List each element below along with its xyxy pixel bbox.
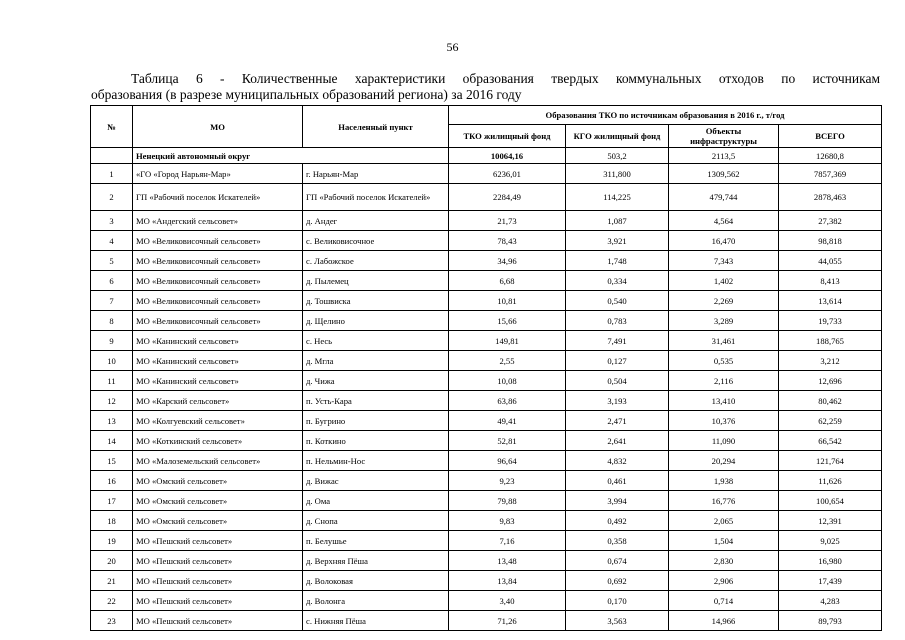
row-mo: МО «Пешский сельсовет» xyxy=(133,611,303,631)
table-row xyxy=(91,164,882,184)
row-kgo: 3,994 xyxy=(566,491,669,511)
row-mo: МО «Пешский сельсовет» xyxy=(133,591,303,611)
row-num: 21 xyxy=(91,571,133,591)
row-mo: МО «Великовисочный сельсовет» xyxy=(133,291,303,311)
row-settlement: д. Волонга xyxy=(303,591,449,611)
row-kgo: 2,641 xyxy=(566,431,669,451)
row-num: 22 xyxy=(91,591,133,611)
row-num: 8 xyxy=(91,311,133,331)
header-infra: Объекты инфраструктуры xyxy=(669,125,779,148)
row-settlement: д. Верхняя Пёша xyxy=(303,551,449,571)
row-settlement: с. Нижняя Пёша xyxy=(303,611,449,631)
row-housing: 13,48 xyxy=(449,551,566,571)
row-mo: ГП «Рабочий поселок Искателей» xyxy=(133,184,303,211)
table-row xyxy=(91,331,882,351)
row-num: 12 xyxy=(91,391,133,411)
row-settlement: д. Тошвиска xyxy=(303,291,449,311)
table-row xyxy=(91,431,882,451)
row-settlement: г. Нарьян-Мар xyxy=(303,164,449,184)
caption-line-1: Таблица 6 - Количественные характеристики образования твердых коммунальных отходов по источникам xyxy=(131,71,880,86)
row-infra: 0,714 xyxy=(669,591,779,611)
row-housing: 63,86 xyxy=(449,391,566,411)
row-mo: МО «Великовисочный сельсовет» xyxy=(133,231,303,251)
total-total: 12680,8 xyxy=(779,148,882,164)
total-infra: 2113,5 xyxy=(669,148,779,164)
row-mo: МО «Андегский сельсовет» xyxy=(133,211,303,231)
row-settlement: д. Андег xyxy=(303,211,449,231)
row-settlement: п. Белушье xyxy=(303,531,449,551)
row-infra: 20,294 xyxy=(669,451,779,471)
row-settlement: д. Щелино xyxy=(303,311,449,331)
row-infra: 16,776 xyxy=(669,491,779,511)
header-settlement: Населенный пункт xyxy=(303,106,449,148)
row-settlement: с. Несь xyxy=(303,331,449,351)
row-num: 15 xyxy=(91,451,133,471)
caption-line-2: образования (в разрезе муниципальных образований региона) за 2016 году xyxy=(91,87,522,102)
row-num: 23 xyxy=(91,611,133,631)
row-housing: 13,84 xyxy=(449,571,566,591)
row-settlement: п. Усть-Кара xyxy=(303,391,449,411)
row-housing: 149,81 xyxy=(449,331,566,351)
row-kgo: 0,170 xyxy=(566,591,669,611)
table-row xyxy=(91,271,882,291)
row-infra: 1,402 xyxy=(669,271,779,291)
table-row xyxy=(91,391,882,411)
row-kgo: 3,193 xyxy=(566,391,669,411)
row-infra: 2,116 xyxy=(669,371,779,391)
row-housing: 10,81 xyxy=(449,291,566,311)
row-num: 17 xyxy=(91,491,133,511)
row-kgo: 0,504 xyxy=(566,371,669,391)
row-settlement: п. Нельмин-Нос xyxy=(303,451,449,471)
row-mo: МО «Омский сельсовет» xyxy=(133,511,303,531)
row-mo: МО «Омский сельсовет» xyxy=(133,491,303,511)
row-mo: МО «Колгуевский сельсовет» xyxy=(133,411,303,431)
row-housing: 6236,01 xyxy=(449,164,566,184)
row-num: 14 xyxy=(91,431,133,451)
row-num: 11 xyxy=(91,371,133,391)
row-num: 5 xyxy=(91,251,133,271)
row-housing: 79,88 xyxy=(449,491,566,511)
table-row xyxy=(91,471,882,491)
row-housing: 10,08 xyxy=(449,371,566,391)
row-infra: 4,564 xyxy=(669,211,779,231)
row-kgo: 3,563 xyxy=(566,611,669,631)
row-housing: 34,96 xyxy=(449,251,566,271)
row-housing: 15,66 xyxy=(449,311,566,331)
row-settlement: д. Вижас xyxy=(303,471,449,491)
row-total: 100,654 xyxy=(779,491,882,511)
row-total: 19,733 xyxy=(779,311,882,331)
table-row xyxy=(91,611,882,631)
row-housing: 3,40 xyxy=(449,591,566,611)
row-total: 9,025 xyxy=(779,531,882,551)
table-caption xyxy=(91,71,880,103)
row-kgo: 7,491 xyxy=(566,331,669,351)
row-infra: 7,343 xyxy=(669,251,779,271)
header-num: № xyxy=(91,106,133,148)
row-kgo: 0,127 xyxy=(566,351,669,371)
row-infra: 0,535 xyxy=(669,351,779,371)
row-housing: 6,68 xyxy=(449,271,566,291)
row-kgo: 0,540 xyxy=(566,291,669,311)
row-kgo: 1,087 xyxy=(566,211,669,231)
row-num: 7 xyxy=(91,291,133,311)
table-row xyxy=(91,311,882,331)
row-total: 17,439 xyxy=(779,571,882,591)
row-mo: МО «Пешский сельсовет» xyxy=(133,571,303,591)
row-total: 7857,369 xyxy=(779,164,882,184)
total-num xyxy=(91,148,133,164)
row-housing: 9,23 xyxy=(449,471,566,491)
row-housing: 52,81 xyxy=(449,431,566,451)
row-num: 13 xyxy=(91,411,133,431)
row-infra: 479,744 xyxy=(669,184,779,211)
row-infra: 13,410 xyxy=(669,391,779,411)
row-total: 80,462 xyxy=(779,391,882,411)
table-row xyxy=(91,291,882,311)
header-kgo: КГО жилищный фонд xyxy=(566,125,669,148)
row-settlement: д. Мгла xyxy=(303,351,449,371)
row-total: 98,818 xyxy=(779,231,882,251)
row-infra: 2,830 xyxy=(669,551,779,571)
row-housing: 2,55 xyxy=(449,351,566,371)
table-row xyxy=(91,511,882,531)
row-total: 66,542 xyxy=(779,431,882,451)
row-settlement: д. Снопа xyxy=(303,511,449,531)
row-kgo: 0,692 xyxy=(566,571,669,591)
row-kgo: 311,800 xyxy=(566,164,669,184)
row-mo: МО «Коткинский сельсовет» xyxy=(133,431,303,451)
row-housing: 78,43 xyxy=(449,231,566,251)
row-mo: МО «Великовисочный сельсовет» xyxy=(133,311,303,331)
row-total: 89,793 xyxy=(779,611,882,631)
row-kgo: 0,334 xyxy=(566,271,669,291)
row-housing: 9,83 xyxy=(449,511,566,531)
row-kgo: 0,783 xyxy=(566,311,669,331)
row-mo: МО «Канинский сельсовет» xyxy=(133,331,303,351)
row-total: 62,259 xyxy=(779,411,882,431)
row-infra: 2,906 xyxy=(669,571,779,591)
table-row xyxy=(91,591,882,611)
table-row xyxy=(91,351,882,371)
row-num: 9 xyxy=(91,331,133,351)
row-settlement: д. Волоковая xyxy=(303,571,449,591)
row-infra: 1,504 xyxy=(669,531,779,551)
row-mo: МО «Карский сельсовет» xyxy=(133,391,303,411)
row-kgo: 1,748 xyxy=(566,251,669,271)
row-kgo: 4,832 xyxy=(566,451,669,471)
table-row xyxy=(91,371,882,391)
row-infra: 10,376 xyxy=(669,411,779,431)
row-num: 20 xyxy=(91,551,133,571)
row-kgo: 114,225 xyxy=(566,184,669,211)
row-infra: 1309,562 xyxy=(669,164,779,184)
row-settlement: д. Ома xyxy=(303,491,449,511)
row-settlement: с. Лабожское xyxy=(303,251,449,271)
table-row xyxy=(91,551,882,571)
table-row xyxy=(91,251,882,271)
row-mo: МО «Пешский сельсовет» xyxy=(133,531,303,551)
row-total: 11,626 xyxy=(779,471,882,491)
row-total: 8,413 xyxy=(779,271,882,291)
row-housing: 49,41 xyxy=(449,411,566,431)
row-num: 16 xyxy=(91,471,133,491)
row-total: 27,382 xyxy=(779,211,882,231)
row-num: 10 xyxy=(91,351,133,371)
row-settlement: ГП «Рабочий поселок Искателей» xyxy=(303,184,449,211)
table-row xyxy=(91,411,882,431)
row-total: 121,764 xyxy=(779,451,882,471)
row-mo: МО «Канинский сельсовет» xyxy=(133,371,303,391)
table-row xyxy=(91,184,882,211)
row-num: 6 xyxy=(91,271,133,291)
row-total: 4,283 xyxy=(779,591,882,611)
table-row xyxy=(91,531,882,551)
row-num: 19 xyxy=(91,531,133,551)
row-total: 2878,463 xyxy=(779,184,882,211)
row-housing: 7,16 xyxy=(449,531,566,551)
row-num: 3 xyxy=(91,211,133,231)
row-settlement: п. Коткино xyxy=(303,431,449,451)
page-number: 56 xyxy=(446,40,459,54)
header-housing: ТКО жилищный фонд xyxy=(449,125,566,148)
row-infra: 2,269 xyxy=(669,291,779,311)
row-num: 2 xyxy=(91,184,133,211)
row-infra: 11,090 xyxy=(669,431,779,451)
row-housing: 96,64 xyxy=(449,451,566,471)
row-settlement: д. Чижа xyxy=(303,371,449,391)
table-row xyxy=(91,231,882,251)
table-row xyxy=(91,451,882,471)
row-mo: МО «Великовисочный сельсовет» xyxy=(133,251,303,271)
header-total: ВСЕГО xyxy=(779,125,882,148)
waste-table xyxy=(90,105,882,631)
row-kgo: 0,358 xyxy=(566,531,669,551)
row-num: 18 xyxy=(91,511,133,531)
row-infra: 2,065 xyxy=(669,511,779,531)
row-total: 3,212 xyxy=(779,351,882,371)
header-group: Образования ТКО по источникам образования в 2016 г., т/год xyxy=(449,106,882,125)
row-mo: МО «Великовисочный сельсовет» xyxy=(133,271,303,291)
row-housing: 71,26 xyxy=(449,611,566,631)
row-mo: МО «Малоземельский сельсовет» xyxy=(133,451,303,471)
row-kgo: 3,921 xyxy=(566,231,669,251)
table-row xyxy=(91,211,882,231)
row-total: 44,055 xyxy=(779,251,882,271)
row-mo: МО «Пешский сельсовет» xyxy=(133,551,303,571)
row-infra: 16,470 xyxy=(669,231,779,251)
row-num: 4 xyxy=(91,231,133,251)
row-kgo: 0,461 xyxy=(566,471,669,491)
row-infra: 14,966 xyxy=(669,611,779,631)
row-kgo: 0,492 xyxy=(566,511,669,531)
row-num: 1 xyxy=(91,164,133,184)
total-label: Ненецкий автономный округ xyxy=(133,148,449,164)
row-kgo: 2,471 xyxy=(566,411,669,431)
row-mo: МО «Омский сельсовет» xyxy=(133,471,303,491)
row-total: 188,765 xyxy=(779,331,882,351)
row-total: 16,980 xyxy=(779,551,882,571)
row-infra: 1,938 xyxy=(669,471,779,491)
row-infra: 3,289 xyxy=(669,311,779,331)
row-total: 12,391 xyxy=(779,511,882,531)
row-total: 12,696 xyxy=(779,371,882,391)
row-settlement: п. Бугрино xyxy=(303,411,449,431)
row-housing: 2284,49 xyxy=(449,184,566,211)
table-row xyxy=(91,491,882,511)
row-settlement: с. Великовисочное xyxy=(303,231,449,251)
table-row xyxy=(91,571,882,591)
total-row xyxy=(91,148,882,164)
total-kgo: 503,2 xyxy=(566,148,669,164)
row-infra: 31,461 xyxy=(669,331,779,351)
row-housing: 21,73 xyxy=(449,211,566,231)
row-kgo: 0,674 xyxy=(566,551,669,571)
row-mo: МО «Канинский сельсовет» xyxy=(133,351,303,371)
row-settlement: д. Пылемец xyxy=(303,271,449,291)
row-mo: «ГО «Город Нарьян-Мар» xyxy=(133,164,303,184)
row-total: 13,614 xyxy=(779,291,882,311)
header-mo: МО xyxy=(133,106,303,148)
total-housing: 10064,16 xyxy=(449,148,566,164)
